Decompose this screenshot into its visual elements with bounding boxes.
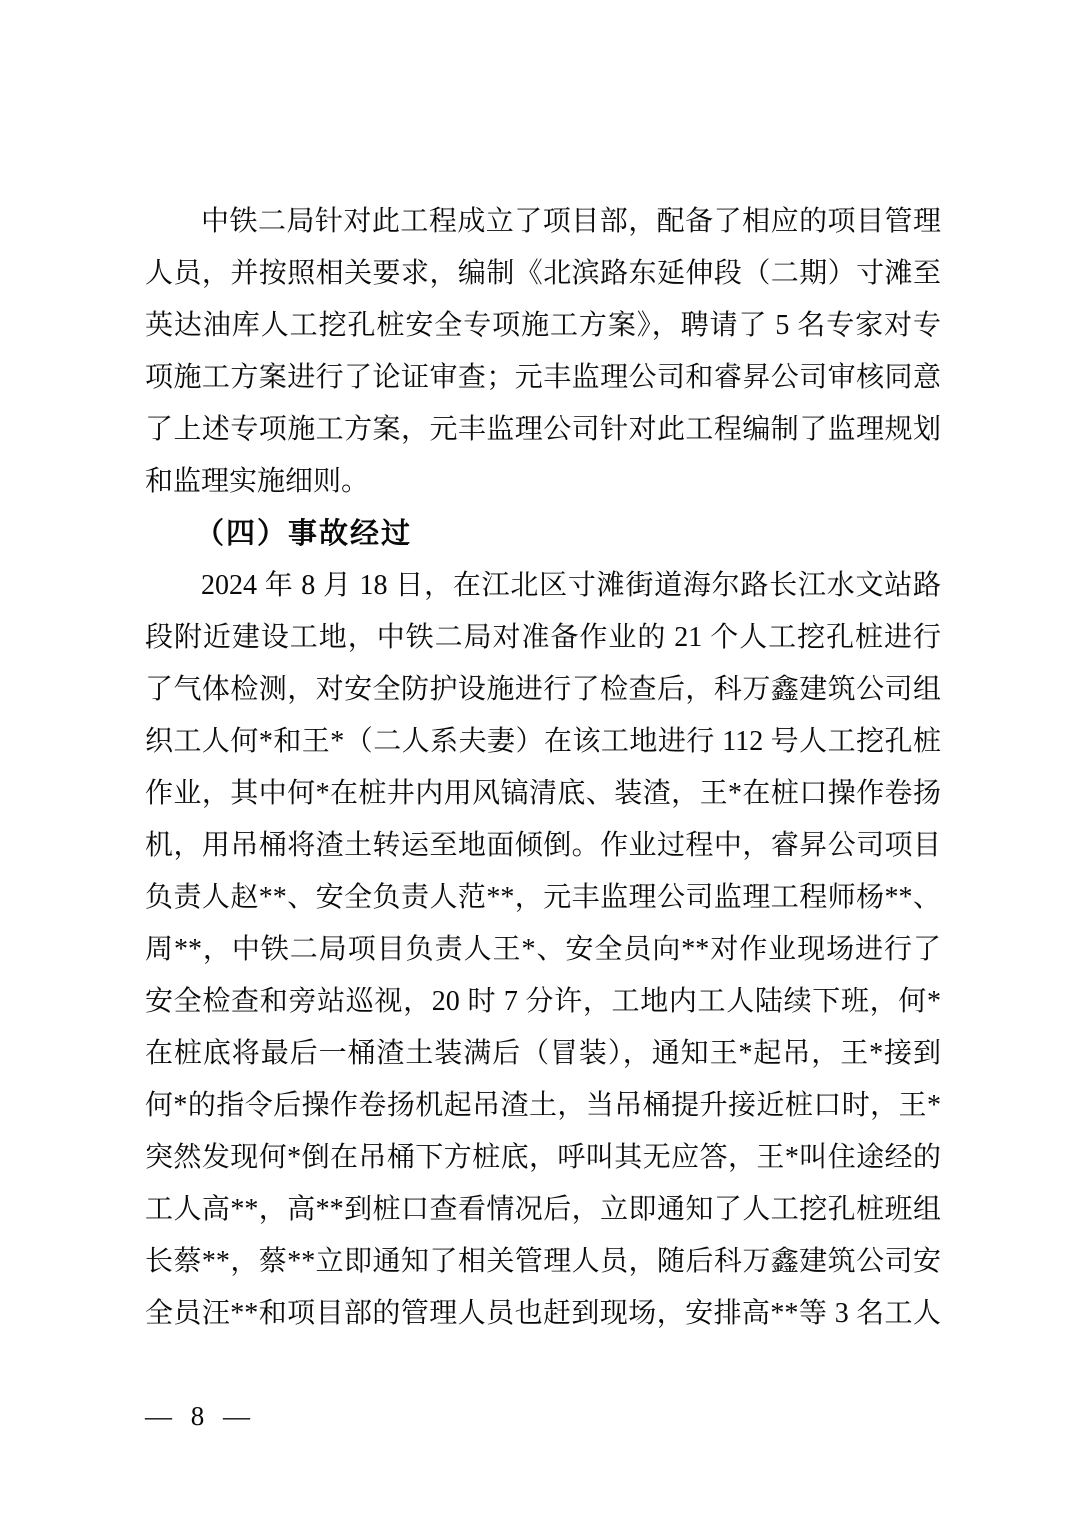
text-line: 了上述专项施工方案，元丰监理公司针对此工程编制了监理规划 xyxy=(145,414,941,445)
text-line: 工人高**，高**到桩口查看情况后，立即通知了人工挖孔桩班组 xyxy=(145,1194,941,1225)
section-heading: （四）事故经过 xyxy=(195,518,413,550)
text-line: 中铁二局针对此工程成立了项目部，配备了相应的项目管理 xyxy=(201,206,941,237)
text-line: 2024 年 8 月 18 日，在江北区寸滩街道海尔路长江水文站路 xyxy=(201,570,941,601)
text-line: 何*的指令后操作卷扬机起吊渣土，当吊桶提升接近桩口时，王* xyxy=(145,1090,941,1121)
text-line: 作业，其中何*在桩井内用风镐清底、装渣，王*在桩口操作卷扬 xyxy=(145,778,941,809)
page-number: — 8 — xyxy=(145,1401,256,1431)
paragraph-accident-course xyxy=(145,560,941,1340)
text-line: 机，用吊桶将渣土转运至地面倾倒。作业过程中，睿昇公司项目 xyxy=(145,830,941,861)
text-line: 人员，并按照相关要求，编制《北滨路东延伸段（二期）寸滩至 xyxy=(145,258,941,289)
text-line: 安全检查和旁站巡视，20 时 7 分许，工地内工人陆续下班，何* xyxy=(145,986,941,1017)
text-line: 项施工方案进行了论证审查；元丰监理公司和睿昇公司审核同意 xyxy=(145,362,941,393)
document-body xyxy=(145,196,941,1340)
text-line: 英达油库人工挖孔桩安全专项施工方案》，聘请了 5 名专家对专 xyxy=(145,310,941,341)
text-line: 周**，中铁二局项目负责人王*、安全员向**对作业现场进行了 xyxy=(145,934,941,965)
text-line: 织工人何*和王*（二人系夫妻）在该工地进行 112 号人工挖孔桩 xyxy=(145,726,941,757)
text-line: 在桩底将最后一桶渣土装满后（冒装），通知王*起吊，王*接到 xyxy=(145,1038,941,1069)
paragraph-project-setup xyxy=(145,196,941,508)
text-line: 全员汪**和项目部的管理人员也赶到现场，安排高**等 3 名工人 xyxy=(145,1298,941,1329)
text-line: 和监理实施细则。 xyxy=(145,466,370,497)
text-line: 了气体检测，对安全防护设施进行了检查后，科万鑫建筑公司组 xyxy=(145,674,941,705)
text-line: 段附近建设工地，中铁二局对准备作业的 21 个人工挖孔桩进行 xyxy=(145,622,941,653)
text-line: 突然发现何*倒在吊桶下方桩底，呼叫其无应答，王*叫住途经的 xyxy=(145,1142,941,1173)
page-footer xyxy=(145,1396,256,1436)
text-line: 负责人赵**、安全负责人范**，元丰监理公司监理工程师杨**、 xyxy=(145,882,941,913)
text-line: 长蔡**，蔡**立即通知了相关管理人员，随后科万鑫建筑公司安 xyxy=(145,1246,941,1277)
